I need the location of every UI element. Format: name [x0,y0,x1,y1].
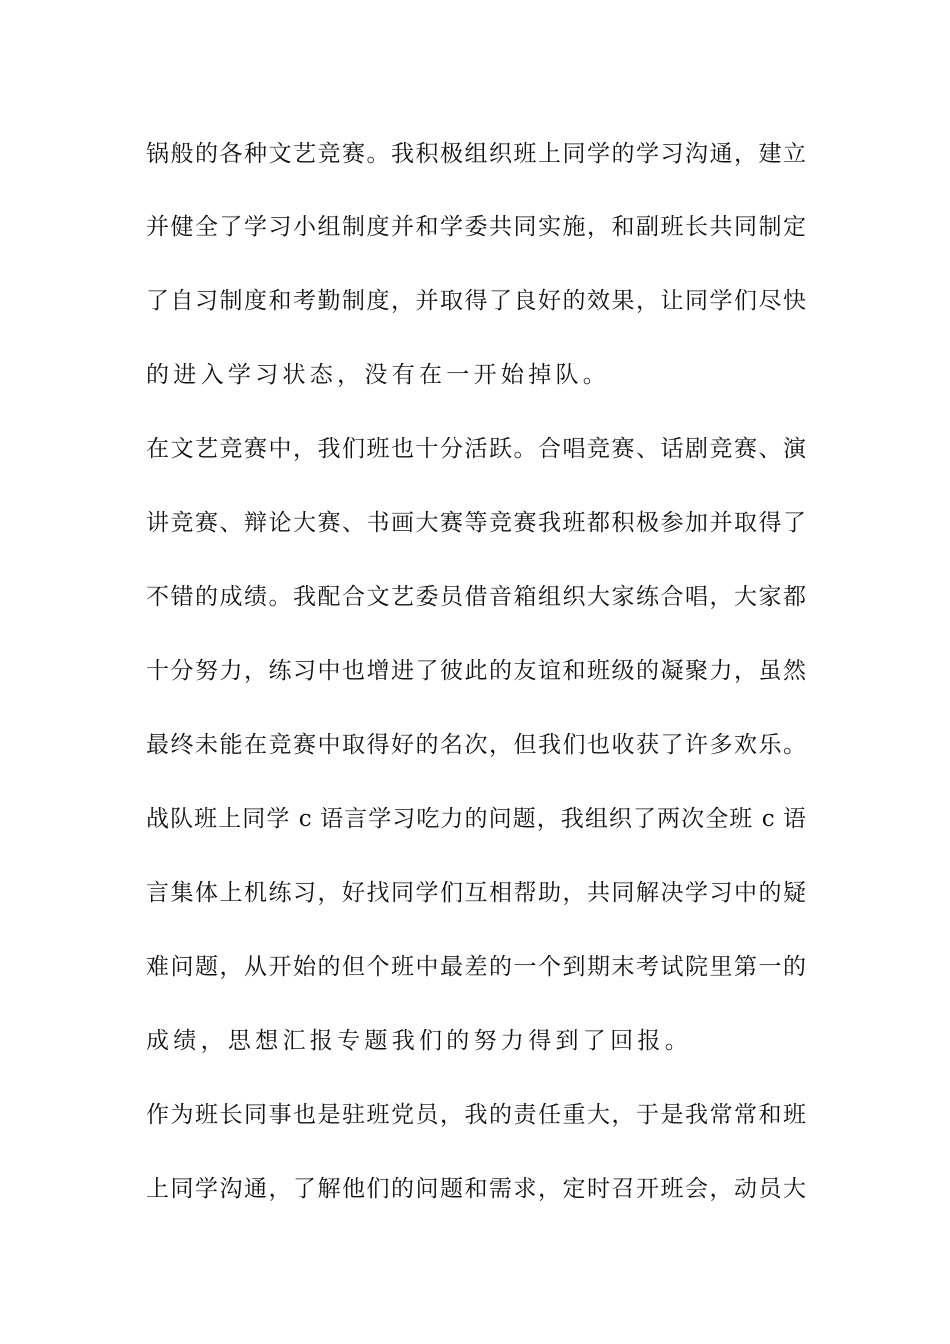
text-line-14: 作为班长同事也是驻班党员，我的责任重大，于是我常常和班 [146,1102,806,1128]
text-line-2: 并健全了学习小组制度并和学委共同实施，和副班长共同制定 [146,214,806,240]
text-line-10: 战队班上同学 c 语言学习吃力的问题，我组织了两次全班 c 语 [146,806,806,832]
text-line-5: 在文艺竞赛中，我们班也十分活跃。合唱竞赛、话剧竞赛、演 [146,436,806,462]
text-line-9: 最终未能在竞赛中取得好的名次，但我们也收获了许多欢乐。 [146,732,806,758]
text-line-15: 上同学沟通，了解他们的问题和需求，定时召开班会，动员大 [146,1176,806,1202]
text-line-3: 了自习制度和考勤制度，并取得了良好的效果，让同学们尽快 [146,288,806,314]
text-line-7: 不错的成绩。我配合文艺委员借音箱组织大家练合唱，大家都 [146,584,806,610]
text-line-4: 的进入学习状态，没有在一开始掉队。 [146,362,611,388]
text-line-6: 讲竞赛、辩论大赛、书画大赛等竞赛我班都积极参加并取得了 [146,510,806,536]
text-line-8: 十分努力，练习中也增进了彼此的友谊和班级的凝聚力，虽然 [146,658,806,684]
text-line-13: 成绩，思想汇报专题我们的努力得到了回报。 [146,1028,692,1054]
text-line-11: 言集体上机练习，好找同学们互相帮助，共同解决学习中的疑 [146,880,806,906]
text-line-12: 难问题，从开始的但个班中最差的一个到期末考试院里第一的 [146,954,806,980]
text-line-1: 锅般的各种文艺竞赛。我积极组织班上同学的学习沟通，建立 [146,141,806,167]
